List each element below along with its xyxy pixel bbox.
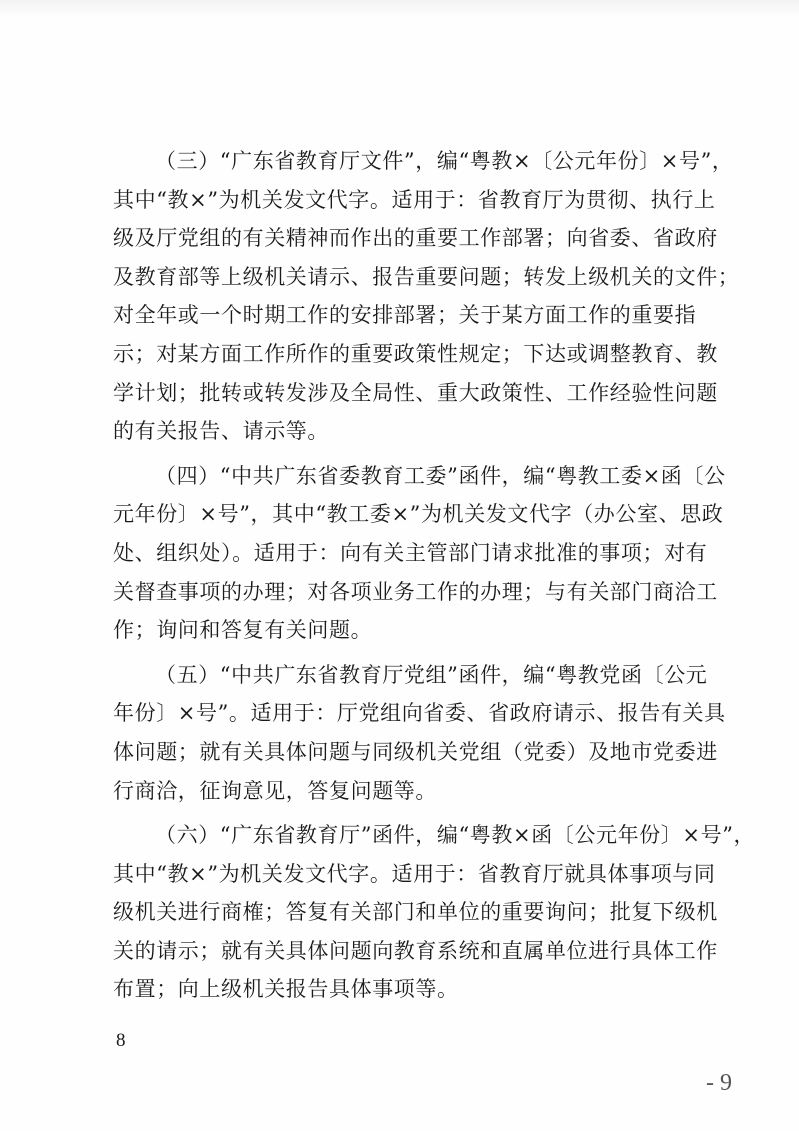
text-line: 级机关进行商榷；答复有关部门和单位的重要询问；批复下级机 [113,900,718,925]
text-line: 对全年或一个时期工作的安排部署；关于某方面工作的重要指 [113,303,697,328]
document-body [113,142,756,1015]
text-line: 关督查事项的办理；对各项业务工作的办理；与有关部门商洽工 [113,579,718,604]
text-line: 学计划；批转或转发涉及全局性、重大政策性、工作经验性问题 [113,380,718,405]
text-line: 的有关报告、请示等。 [113,419,329,444]
text-line: 布置；向上级机关报告具体事项等。 [113,977,459,1002]
text-line: 元年份〕×号”，其中“教工委×”为机关发文代字（办公室、思政 [113,502,724,527]
text-line: 作；询问和答复有关问题。 [113,618,373,643]
text-line: 示；对某方面工作所作的重要政策性规定；下达或调整教育、教 [113,341,718,366]
text-line: 其中“教×”为机关发文代字。适用于：省教育厅为贯彻、执行上 [113,187,716,212]
text-line: 年份〕×号”。适用于：厅党组向省委、省政府请示、报告有关具 [113,701,726,726]
text-line: 处、组织处）。适用于：向有关主管部门请求批准的事项；对有 [113,540,708,565]
text-line: 级及厅党组的有关精神而作出的重要工作部署；向省委、省政府 [113,226,718,251]
text-line: （四）“中共广东省委教育工委”函件，编“粤教工委×函〔公 [155,463,726,488]
text-line: 体问题；就有关具体问题与同级机关党组（党委）及地市党委进 [113,739,718,764]
text-line: 关的请示；就有关具体问题向教育系统和直属单位进行具体工作 [113,938,718,963]
paragraph-three [113,142,740,451]
text-line: （六）“广东省教育厅”函件，编“粤教×函〔公元年份〕×号”， [155,823,756,848]
page-number: 8 [116,1030,126,1051]
text-line: 行商洽，征询意见，答复问题等。 [113,778,437,803]
paragraph-four [113,457,726,650]
text-line: （三）“广东省教育厅文件”，编“粤教×〔公元年份〕×号”， [155,149,734,173]
paragraph-six [113,816,756,1009]
text-line: 其中“教×”为机关发文代字。适用于：省教育厅就具体事项与同 [113,861,716,886]
scan-page-mark: - 9 [706,1070,732,1096]
text-line: 及教育部等上级机关请示、报告重要问题；转发上级机关的文件； [113,264,740,289]
paragraph-five [113,656,726,810]
text-line: （五）“中共广东省教育厅党组”函件，编“粤教党函〔公元 [155,662,708,687]
scan-edge [0,0,799,18]
